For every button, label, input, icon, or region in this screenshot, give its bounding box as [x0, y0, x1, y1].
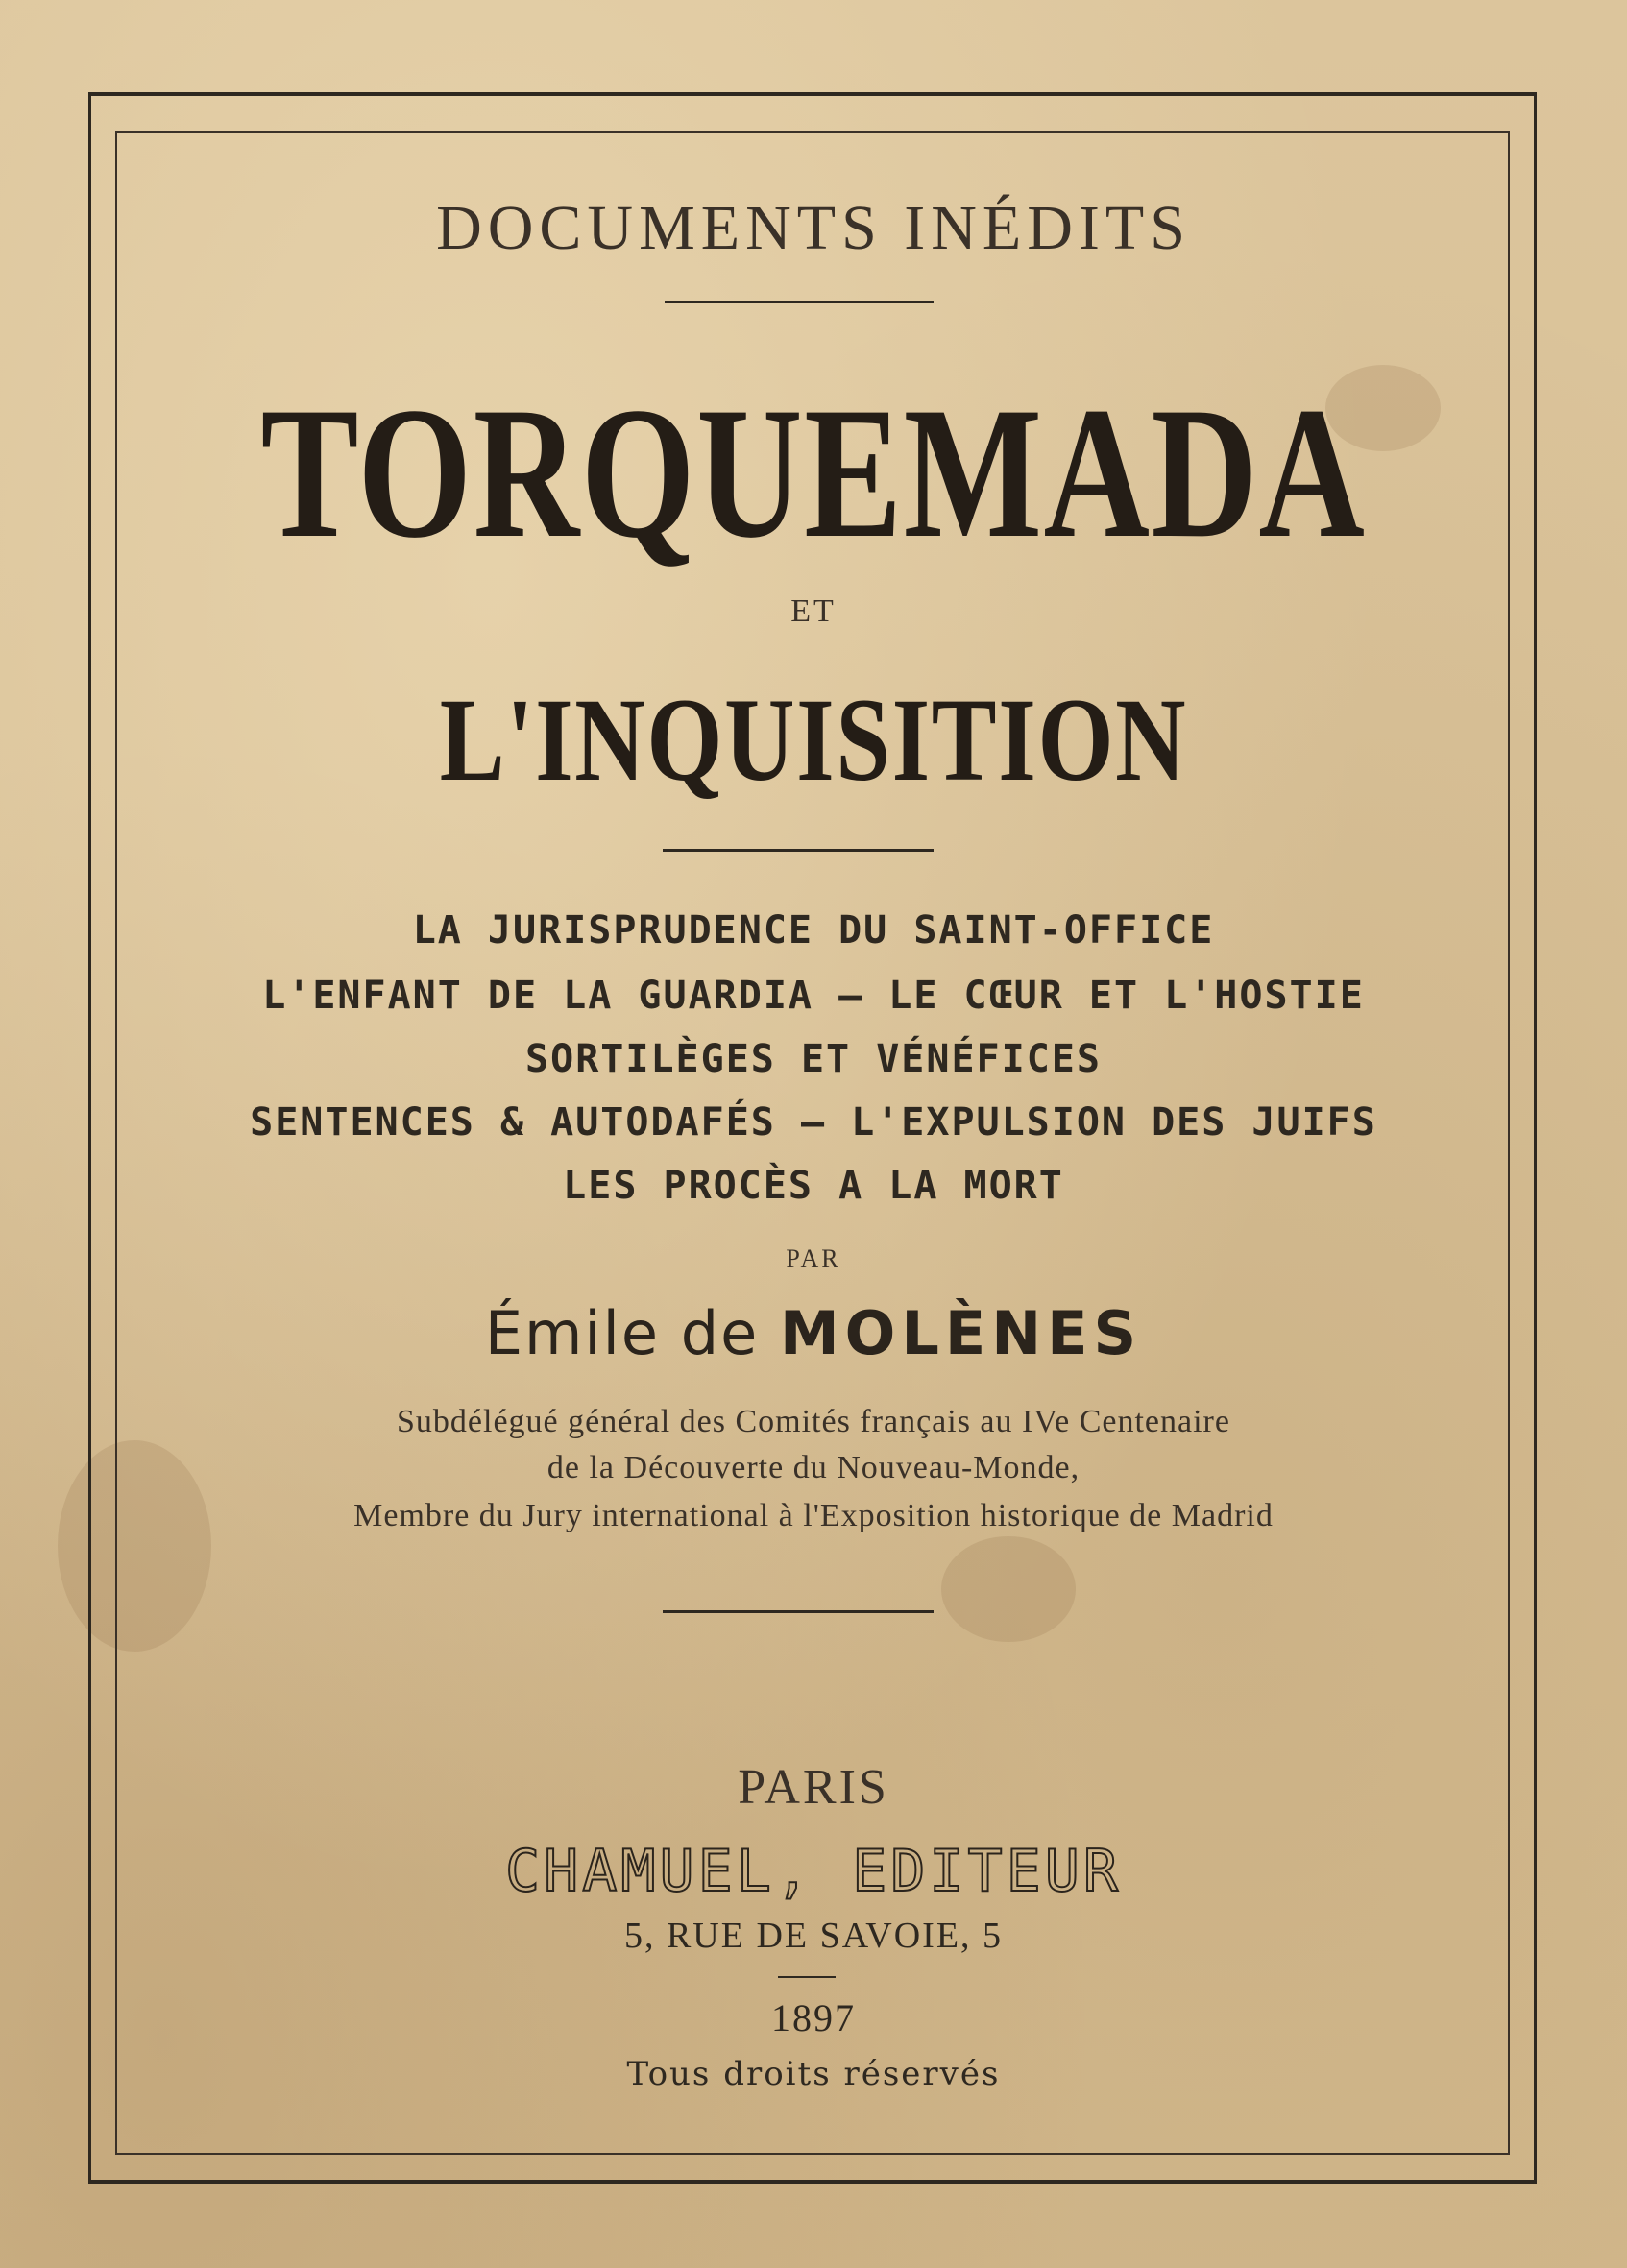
imprint-rule	[778, 1976, 836, 1978]
credential-line-2: de la Découverte du Nouveau-Monde,	[546, 1450, 1081, 1485]
imprint-city: PARIS	[738, 1760, 889, 1815]
author-rule	[663, 1610, 934, 1613]
author-first-name: Émile de	[484, 1298, 760, 1368]
main-title: TORQUEMADA	[260, 369, 1367, 577]
imprint-address: 5, RUE DE SAVOIE, 5	[623, 1916, 1004, 1956]
topic-line-3: SORTILÈGES ET VÉNÉFICES	[525, 1037, 1102, 1081]
header-rule	[665, 301, 934, 303]
author-name	[0, 1298, 1627, 1368]
author-by: PAR	[786, 1244, 841, 1272]
imprint-publisher: CHAMUEL, EDITEUR	[505, 1838, 1122, 1905]
subtitle: L'INQUISITION	[439, 674, 1188, 806]
subtitle-rule	[663, 849, 934, 852]
author-last-name: MOLÈNES	[779, 1298, 1143, 1368]
topic-line-2: L'ENFANT DE LA GUARDIA — LE CŒUR ET L'HOSTIE	[262, 974, 1365, 1018]
topic-line-4: SENTENCES & AUTODAFÉS — L'EXPULSION DES JUIFS	[250, 1100, 1377, 1145]
imprint-year: 1897	[771, 1996, 856, 2039]
credential-line-3: Membre du Jury international à l'Exposition historique de Madrid	[353, 1498, 1274, 1533]
topic-line-1: LA JURISPRUDENCE DU SAINT-OFFICE	[412, 908, 1215, 953]
topic-line-5: LES PROCÈS A LA MORT	[563, 1164, 1064, 1208]
credential-line-1: Subdélégué général des Comités français au IVe Centenaire	[397, 1404, 1230, 1439]
title-conjunction: ET	[790, 593, 837, 629]
imprint-rights: Tous droits réservés	[626, 2055, 1001, 2093]
header-label: DOCUMENTS INÉDITS	[436, 193, 1191, 263]
